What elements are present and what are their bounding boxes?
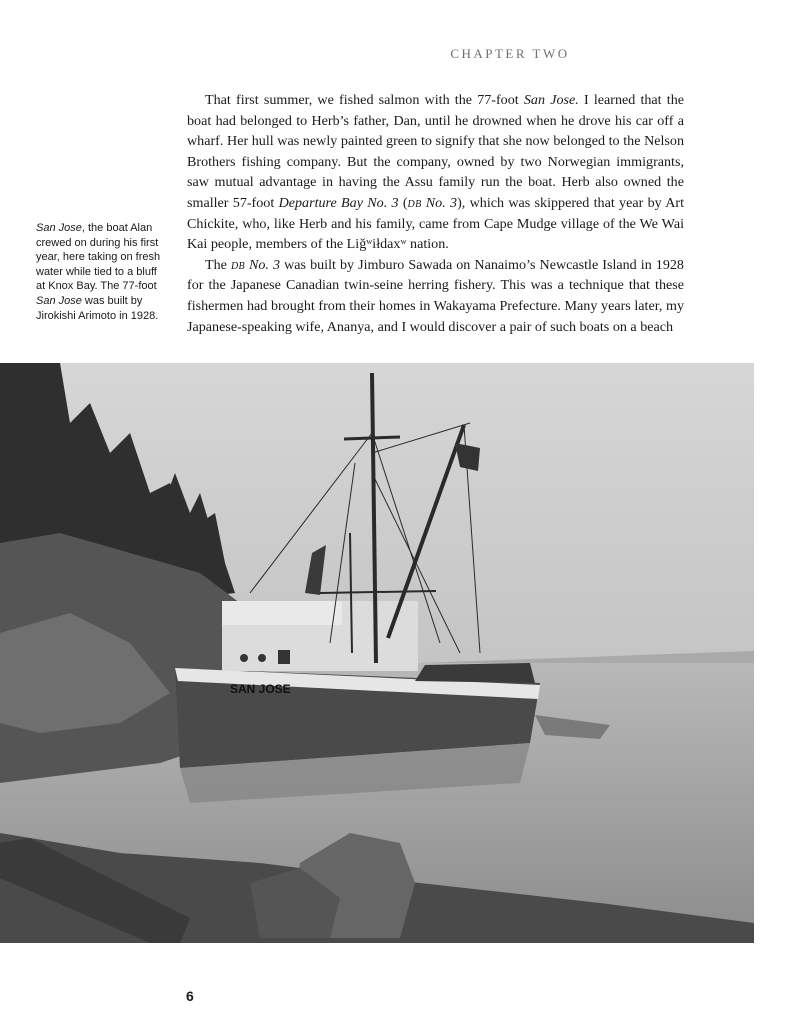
p1-text-3: ( <box>398 194 408 211</box>
photo-caption <box>36 221 164 323</box>
caption-boat-name: San Jose <box>36 222 82 234</box>
page-number: 6 <box>186 988 194 1004</box>
paragraph-1 <box>187 90 684 255</box>
hull-name-text: SAN JOSE <box>230 682 291 696</box>
boat-photo-illustration <box>0 363 754 943</box>
p1-boat-san-jose: San Jose. <box>523 92 579 108</box>
p1-text-4: ), which was skippered that year by Art Chickite, who, like Herb and his family, came from Cape Mudge village of the We Wai Kai people, members of the Liǧʷiłdaxʷ nation. <box>187 194 684 253</box>
p1-boat-departure-bay: Departure Bay No. 3 <box>278 194 399 211</box>
p1-abbr-no: No. 3 <box>421 194 458 211</box>
cabin-window <box>278 650 290 664</box>
wheelhouse <box>222 601 342 625</box>
p2-abbr-db: db <box>230 256 245 273</box>
p1-text-2: I learned that the boat had belonged to Herb’s father, Dan, until he drowned when he drove his car off a wharf. Her hull was newly painted green to signify that she now belonged to the Nelson Brothers fishing company. But the company, owned by two Norwegian immigrants, saw mutual advantage in having the Assu family run the boat. Herb also owned the smaller 57-foot <box>187 92 684 211</box>
body-text <box>187 90 684 337</box>
p2-text-2: was built by Jimburo Sawada on Nanaimo’s Newcastle Island in 1928 for the Japanese Canadian twin-seine herring fishery. This was a technique that these fishermen had brought from their homes in Wakayama Prefecture. Many years later, my Japanese-speaking wife, Ananya, and I would discover a pair of such boats on a beach <box>187 256 684 335</box>
caption-text-1: , the boat Alan crewed on during his first year, here taking on fresh water while tied to a bluff at Knox Bay. The 77-foot <box>36 222 161 293</box>
porthole <box>258 654 266 662</box>
p2-boat-abbr <box>231 257 280 273</box>
deck-net <box>415 663 535 683</box>
p2-abbr-no: No. 3 <box>244 256 281 273</box>
p1-text-1: That first summer, we fished salmon with the 77-foot <box>205 92 524 108</box>
p1-abbr-db: db <box>407 194 422 211</box>
caption-boat-name-2: San Jose <box>36 294 82 307</box>
running-head: CHAPTER TWO <box>450 46 570 61</box>
caption-text-2: was built by Jirokishi Arimoto in 1928. <box>36 294 159 322</box>
p1-boat-abbr <box>408 195 458 211</box>
p2-text-1: The <box>205 256 231 273</box>
porthole <box>240 654 248 662</box>
boat-photograph <box>0 363 754 943</box>
paragraph-2 <box>187 255 684 337</box>
